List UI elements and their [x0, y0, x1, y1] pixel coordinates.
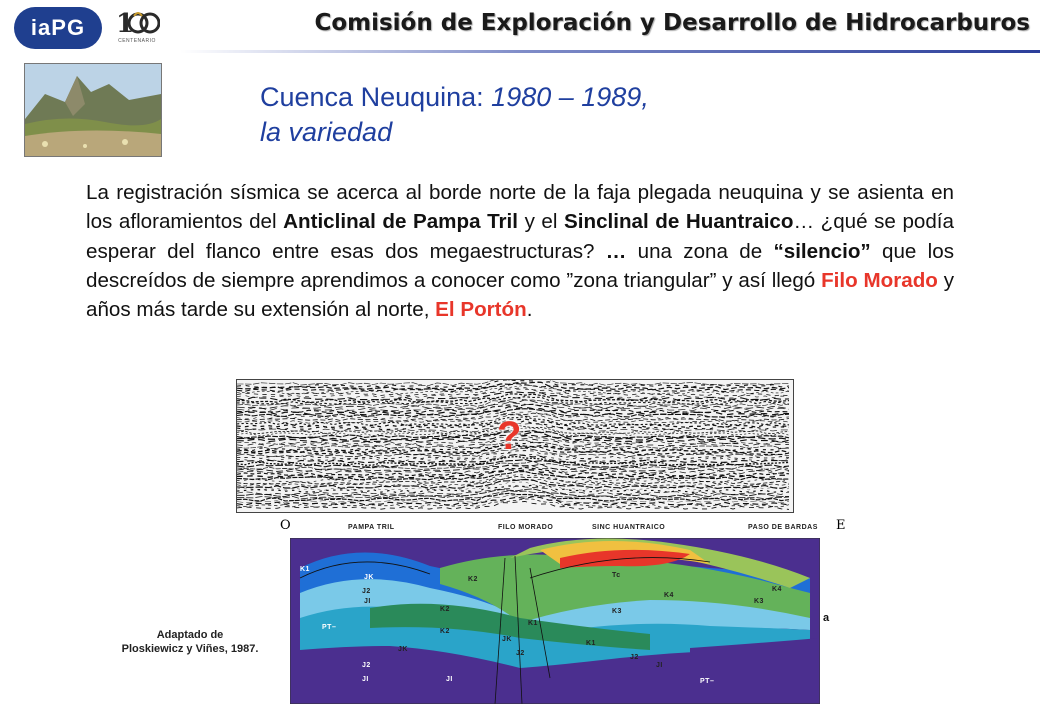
west-label: O — [280, 518, 291, 533]
text-span: La registración sísmica se acerca al borde norte de la faja plegada neuquina y se asienta en los afloramientos del — [86, 181, 954, 234]
unit-label: JK — [502, 636, 512, 643]
unit-label: K3 — [754, 598, 764, 605]
unit-label: K4 — [664, 592, 674, 599]
unit-label: K2 — [440, 628, 450, 635]
unit-label: K3 — [612, 608, 622, 615]
unit-label: K2 — [440, 606, 450, 613]
unit-label: J2 — [630, 654, 639, 661]
unit-label: Tc — [612, 572, 621, 579]
landscape-thumbnail — [24, 63, 162, 157]
anticlinal-text: Anticlinal de Pampa Tril — [283, 210, 518, 234]
centenario-logo — [114, 4, 160, 52]
unit-label: PT– — [322, 624, 337, 631]
text-span: … ¿qué se podía esperar del flanco entre esas dos megaestructuras? — [86, 210, 954, 263]
unit-label: J2 — [516, 650, 525, 657]
silencio-text: “silencio” — [773, 239, 871, 263]
side-mark: a — [823, 612, 830, 624]
centenario-text: CENTENARIO — [118, 38, 156, 44]
unit-label: K4 — [772, 586, 782, 593]
filo-morado-text: Filo Morado — [821, 268, 938, 292]
slide-title-subtitle: la variedad — [260, 117, 393, 147]
pampa-tril-label: PAMPA TRIL — [348, 524, 395, 531]
slide-title-main: Cuenca Neuquina: — [260, 82, 492, 112]
unit-label: K1 — [300, 566, 310, 573]
question-mark: ? — [497, 414, 522, 458]
header-rule — [180, 50, 1040, 53]
header-title: Comisión de Exploración y Desarrollo de Hidrocarburos — [314, 10, 1030, 36]
unit-label: K1 — [528, 620, 538, 627]
geologic-cross-section — [290, 538, 820, 704]
body-paragraph — [86, 178, 954, 324]
iapg-logo: iaPG — [14, 7, 102, 49]
unit-label: JK — [364, 574, 374, 581]
figure-caption — [90, 628, 290, 656]
text-span: y años más tarde su extensión al norte, — [86, 268, 954, 322]
text-span: una zona de — [626, 239, 774, 263]
caption-line-1: Adaptado de — [156, 629, 224, 641]
caption-line-2: Ploskiewicz y Viñes, 1987. — [121, 643, 259, 655]
unit-label: JI — [446, 676, 453, 683]
unit-label: JK — [398, 646, 408, 653]
text-span: . — [526, 298, 533, 322]
unit-label: JI — [364, 598, 371, 605]
unit-label: JI — [656, 662, 663, 669]
sinc-huantraico-label: SINC HUANTRAICO — [592, 524, 666, 531]
unit-label: JI — [362, 676, 369, 683]
el-porton-text: El Portón — [435, 298, 527, 322]
svg-text:1: 1 — [116, 9, 135, 39]
unit-label: K2 — [468, 576, 478, 583]
filo-morado-label: FILO MORADO — [498, 524, 554, 531]
east-label: E — [836, 518, 846, 533]
unit-label: J2 — [362, 662, 371, 669]
unit-label: PT– — [700, 678, 715, 685]
text-span: y el — [518, 210, 565, 234]
slide-title-years: 1980 – 1989, — [491, 82, 649, 112]
text-span: que los descreídos de siempre aprendimos a conocer como ”zona triangular” y así llegó — [86, 239, 954, 292]
unit-label: K1 — [586, 640, 596, 647]
ellipsis-text: … — [605, 239, 627, 263]
sinclinal-text: Sinclinal de Huantraico — [564, 210, 794, 234]
slide-title — [260, 80, 649, 150]
unit-label: J2 — [362, 588, 371, 595]
paso-de-bardas-label: PASO DE BARDAS — [748, 524, 818, 531]
